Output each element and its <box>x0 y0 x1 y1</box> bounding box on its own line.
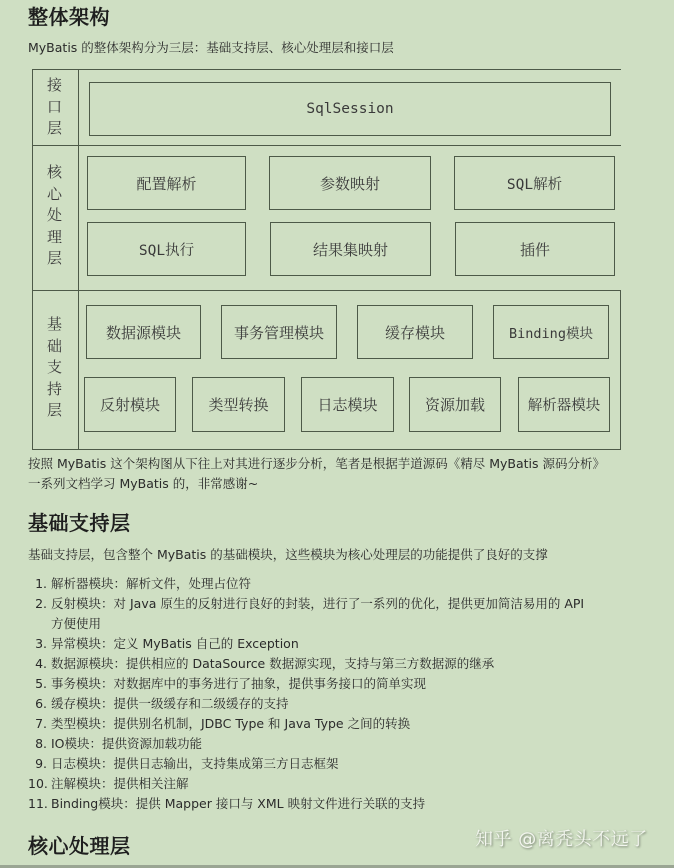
list-item <box>28 594 584 634</box>
list-item <box>28 634 584 654</box>
module-box-reflection: 反射模块 <box>84 377 176 432</box>
module-box-transaction: 事务管理模块 <box>221 305 337 359</box>
list-text: 反射模块：对 Java 原生的反射进行良好的封装，进行了一系列的优化，提供更加简洁易用的 API <box>51 596 585 611</box>
module-box-sql-parsing: SQL解析 <box>454 156 615 210</box>
list-text: Binding模块：提供 Mapper 接口与 XML 映射文件进行关联的支持 <box>51 796 426 811</box>
list-text: 缓存模块：提供一级缓存和二级缓存的支持 <box>51 696 289 711</box>
list-item <box>28 654 584 674</box>
list-text: 数据源模块：提供相应的 DataSource 数据源实现，支持与第三方数据源的继承 <box>51 656 495 671</box>
label-char: 接 <box>46 76 62 94</box>
label-char: 持 <box>46 379 62 398</box>
heading-base-support-layer: 基础支持层 <box>28 511 131 535</box>
module-box-sqlsession: SqlSession <box>89 82 611 136</box>
label-char: 口 <box>46 97 62 116</box>
list-text: 类型模块：提供别名机制，JDBC Type 和 Java Type 之间的转换 <box>51 716 411 731</box>
label-char: 层 <box>46 401 62 419</box>
module-box-resultset-mapping: 结果集映射 <box>270 222 431 276</box>
label-char: 支 <box>46 358 62 376</box>
module-box-parameter-mapping: 参数映射 <box>269 156 431 210</box>
module-box-sql-execution: SQL执行 <box>87 222 246 276</box>
base-module-list <box>28 574 584 814</box>
intro-paragraph: MyBatis 的整体架构分为三层：基础支持层、核心处理层和接口层 <box>28 40 394 55</box>
list-number: 2. <box>35 596 47 611</box>
list-text: 解析器模块：解析文件，处理占位符 <box>51 576 252 591</box>
base-layer-intro: 基础支持层，包含整个 MyBatis 的基础模块，这些模块为核心处理层的功能提供了良好的支撑 <box>28 547 548 562</box>
list-item <box>28 674 584 694</box>
list-text: 事务模块：对数据库中的事务进行了抽象，提供事务接口的简单实现 <box>51 676 427 691</box>
label-char: 层 <box>46 119 62 137</box>
base-layer-right-border <box>620 291 621 449</box>
label-char: 层 <box>46 249 62 267</box>
list-item <box>28 734 584 754</box>
list-text-continued: 方便使用 <box>51 616 102 631</box>
label-char: 处 <box>46 206 62 224</box>
list-number: 9. <box>35 756 47 771</box>
analysis-note-line2: 一系列文档学习 MyBatis 的，非常感谢~ <box>28 476 259 491</box>
list-item <box>28 754 584 774</box>
list-number: 11. <box>28 796 48 811</box>
module-box-resource-loading: 资源加载 <box>409 377 501 432</box>
list-text: 注解模块：提供相关注解 <box>51 776 189 791</box>
list-number: 1. <box>35 576 47 591</box>
base-layer-label <box>32 314 77 422</box>
analysis-note-line1: 按照 MyBatis 这个架构图从下往上对其进行逐步分析，笔者是根据芋道源码《精尽 MyBatis 源码分析》 <box>28 456 606 471</box>
list-number: 5. <box>35 676 47 691</box>
heading-core-processing-layer: 核心处理层 <box>28 834 131 858</box>
label-char: 基 <box>46 315 62 333</box>
label-char: 础 <box>46 336 62 355</box>
list-number: 6. <box>35 696 47 711</box>
list-text: 异常模块：定义 MyBatis 自己的 Exception <box>51 636 299 651</box>
module-box-datasource: 数据源模块 <box>86 305 201 359</box>
interface-layer-label <box>32 75 77 140</box>
list-item <box>28 774 584 794</box>
module-box-logging: 日志模块 <box>301 377 394 432</box>
list-item <box>28 794 584 814</box>
list-item <box>28 694 584 714</box>
module-box-config-parsing: 配置解析 <box>87 156 246 210</box>
list-number: 4. <box>35 656 47 671</box>
list-number: 10. <box>28 776 48 791</box>
list-text: 日志模块：提供日志输出，支持集成第三方日志框架 <box>51 756 339 771</box>
list-item <box>28 714 584 734</box>
list-number: 7. <box>35 716 47 731</box>
list-item <box>28 574 584 594</box>
zhihu-watermark: 知乎 @离秃头不远了 <box>475 829 648 850</box>
module-box-parser: 解析器模块 <box>518 377 610 432</box>
module-box-cache: 缓存模块 <box>357 305 473 359</box>
heading-overall-architecture: 整体架构 <box>28 5 110 29</box>
list-number: 8. <box>35 736 47 751</box>
label-char: 核 <box>46 163 62 181</box>
module-box-binding: Binding模块 <box>493 305 609 359</box>
module-box-type-conversion: 类型转换 <box>192 377 285 432</box>
label-char: 理 <box>46 227 62 246</box>
architecture-diagram <box>32 69 621 450</box>
core-layer-label <box>32 162 77 270</box>
label-char: 心 <box>46 184 62 203</box>
module-box-plugin: 插件 <box>455 222 615 276</box>
list-text: IO模块：提供资源加载功能 <box>51 736 203 751</box>
list-number: 3. <box>35 636 47 651</box>
